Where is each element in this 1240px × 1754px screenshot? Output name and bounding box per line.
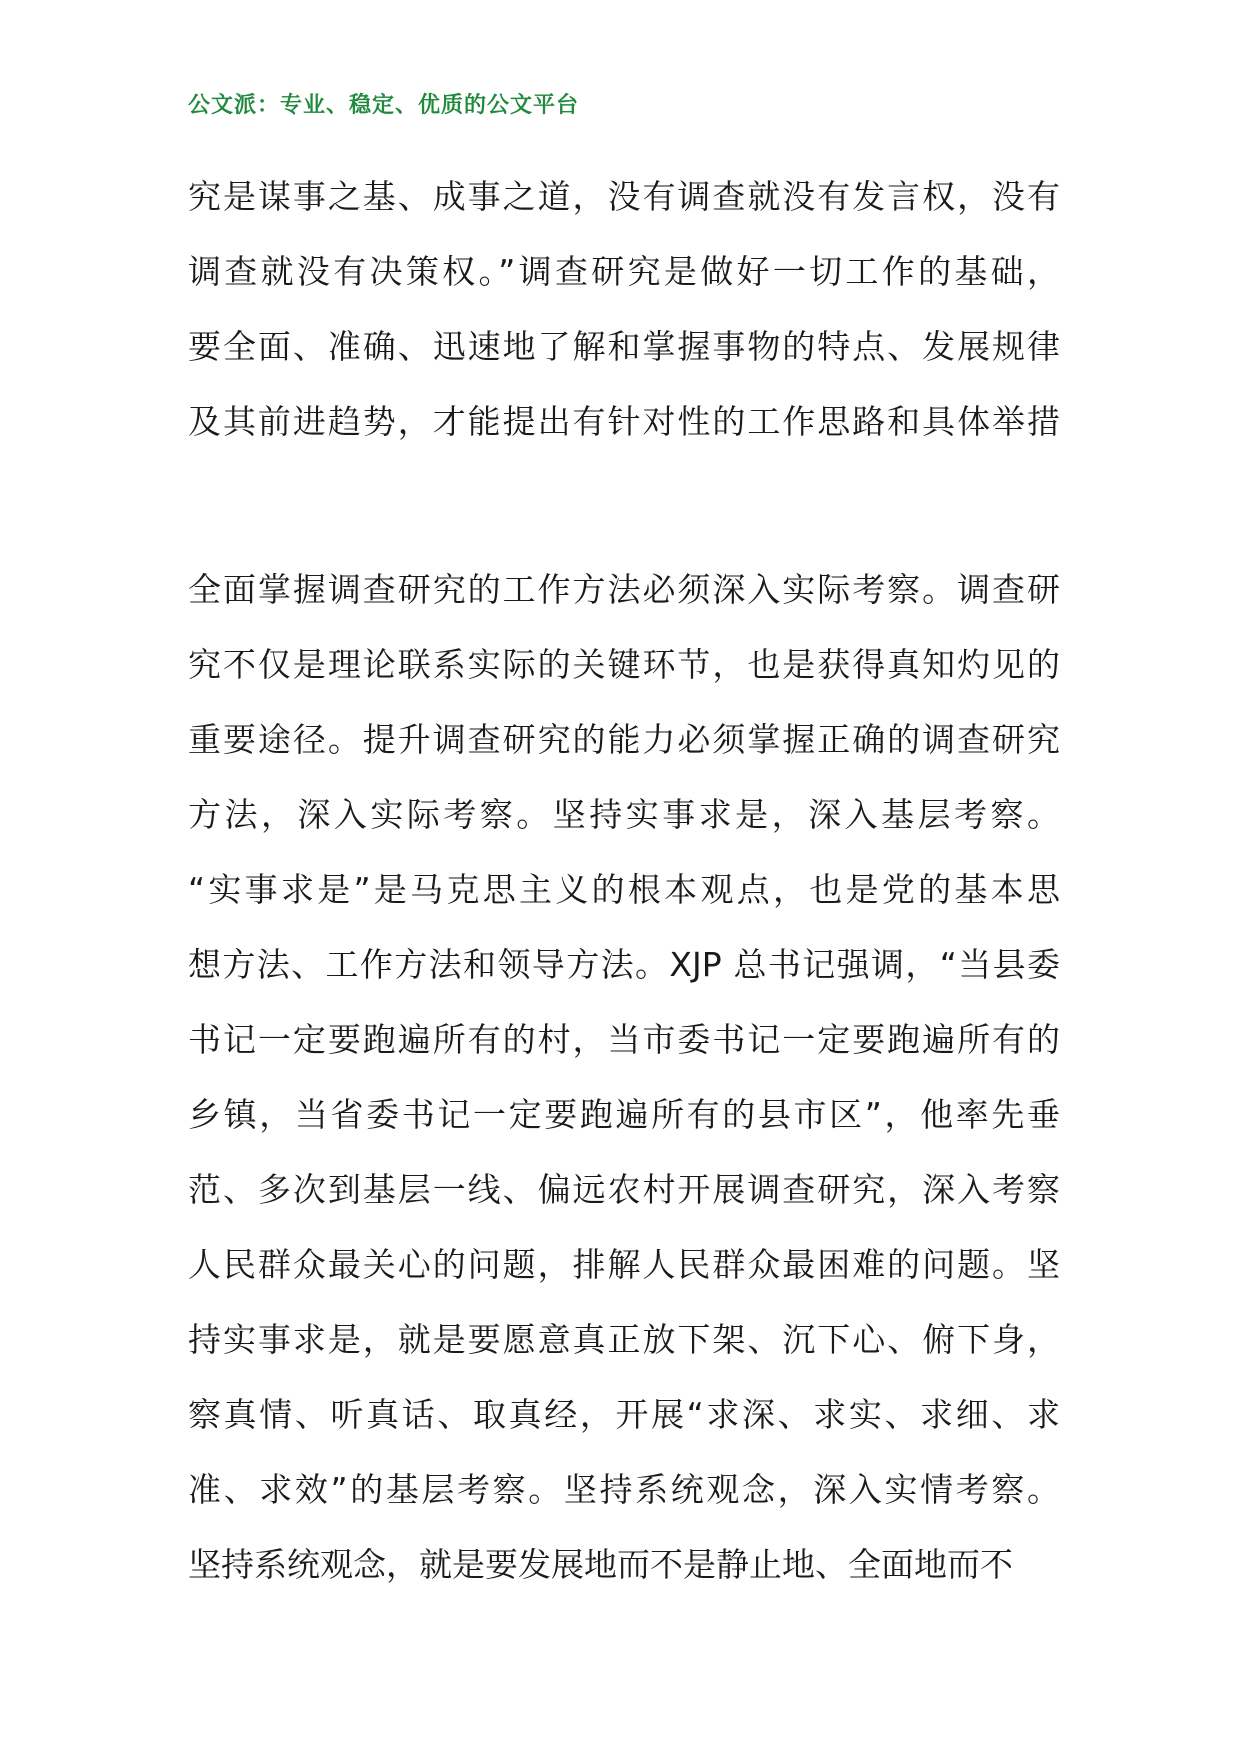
- paragraph-1: [188, 159, 1060, 459]
- text-line: 重要途径。提升调查研究的能力必须掌握正确的调查研究: [188, 720, 1060, 759]
- text-line: 范、多次到基层一线、偏远农村开展调查研究，深入考察: [188, 1170, 1060, 1209]
- text-line: 方法，深入实际考察。坚持实事求是，深入基层考察。: [188, 795, 1060, 834]
- header-title: 公文派：专业、稳定、优质的公文平台: [188, 93, 580, 118]
- text-line: 乡镇，当省委书记一定要跑遍所有的县市区”，他率先垂: [188, 1095, 1060, 1134]
- text-line: 全面掌握调查研究的工作方法必须深入实际考察。调查研: [188, 570, 1060, 609]
- text-line: 究不仅是理论联系实际的关键环节，也是获得真知灼见的: [188, 645, 1060, 684]
- text-line: 调查就没有决策权。”调查研究是做好一切工作的基础，: [188, 252, 1060, 291]
- text-line: 要全面、准确、迅速地了解和掌握事物的特点、发展规律: [188, 327, 1060, 366]
- text-line: 书记一定要跑遍所有的村，当市委书记一定要跑遍所有的: [188, 1020, 1060, 1059]
- text-line: “实事求是”是马克思主义的根本观点，也是党的基本思: [188, 870, 1060, 909]
- text-line: 想方法、工作方法和领导方法。XJP 总书记强调，“当县委: [188, 945, 1060, 984]
- text-line: 究是谋事之基、成事之道，没有调查就没有发言权，没有: [188, 177, 1060, 216]
- text-line: 察真情、听真话、取真经，开展“求深、求实、求细、求: [188, 1395, 1060, 1434]
- text-line: 及其前进趋势，才能提出有针对性的工作思路和具体举措: [188, 402, 1060, 441]
- paragraph-2: [188, 552, 1060, 1602]
- text-line: 持实事求是，就是要愿意真正放下架、沉下心、俯下身，: [188, 1320, 1060, 1359]
- text-line: 人民群众最关心的问题，排解人民群众最困难的问题。坚: [188, 1245, 1060, 1284]
- text-line: 坚持系统观念，就是要发展地而不是静止地、全面地而不: [188, 1545, 1013, 1584]
- text-line: 准、求效”的基层考察。坚持系统观念，深入实情考察。: [188, 1470, 1060, 1509]
